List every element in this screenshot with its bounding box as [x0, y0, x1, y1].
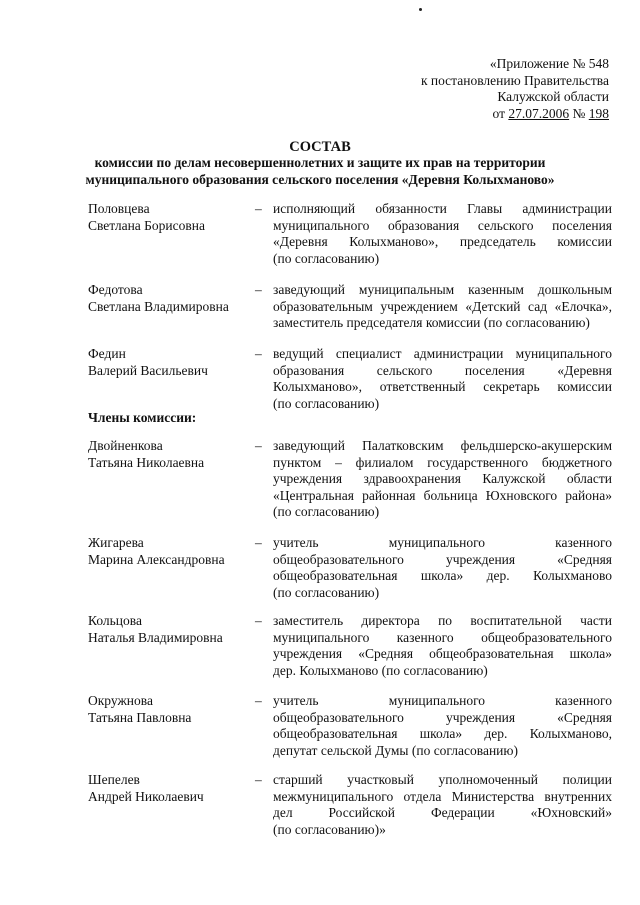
role-line: (по согласованию): [273, 395, 380, 411]
dash-separator: –: [255, 535, 262, 550]
member-role: [273, 282, 612, 332]
appendix-number: 198: [588, 105, 609, 121]
role-line: учреждения здравоохранения Калужской области: [273, 471, 612, 486]
member-role: [273, 693, 612, 759]
member-given-names: Татьяна Николаевна: [88, 454, 205, 470]
member-given-names: Наталья Владимировна: [88, 629, 223, 645]
members-heading: Члены комиссии:: [88, 410, 197, 425]
member-given-names: Татьяна Павловна: [88, 709, 192, 725]
member-role: [273, 613, 612, 679]
role-line: муниципального образования сельского поселения: [273, 217, 612, 233]
role-line: пунктом – филиалом государственного бюджетного: [273, 454, 612, 470]
role-line: заместитель директора по воспитательной части: [273, 613, 612, 628]
member-name: [88, 693, 248, 726]
role-line: межмуниципального отдела Министерства внутренних: [273, 788, 612, 804]
role-line: общеобразовательная школа» дер. Колыхманово,: [273, 726, 612, 741]
member-name: [88, 201, 248, 234]
role-line: образовательным учреждением «Детский сад «Елочка»,: [273, 298, 612, 314]
member-surname: Федин: [88, 346, 126, 361]
dash-separator: –: [255, 693, 262, 708]
member-name: [88, 613, 248, 646]
member-given-names: Марина Александровна: [88, 551, 225, 567]
member-role: [273, 772, 612, 838]
appendix-date: 27.07.2006: [508, 105, 570, 121]
member-role: [273, 201, 612, 267]
role-line: заведующий муниципальным казенным дошкольным: [273, 282, 612, 297]
subtitle-line-1: комиссии по делам несовершеннолетних и защите их прав на территории: [94, 155, 546, 170]
member-surname: Жигарева: [88, 535, 144, 550]
dash-separator: –: [255, 438, 262, 453]
member-name: [88, 535, 248, 568]
member-surname: Кольцова: [88, 613, 142, 628]
member-surname: Двойненкова: [88, 438, 163, 453]
appendix-header: [269, 56, 609, 122]
member-given-names: Светлана Борисовна: [88, 217, 205, 233]
document-subtitle: [0, 155, 640, 188]
member-surname: Федотова: [88, 282, 143, 297]
appendix-date-prefix: от: [492, 105, 509, 121]
member-surname: Шепелев: [88, 772, 140, 787]
role-line: исполняющий обязанности Главы администрации: [273, 201, 612, 216]
subtitle-line-2: муниципального образования сельского поселения «Деревня Колыхманово»: [85, 171, 555, 187]
member-name: [88, 772, 248, 805]
role-line: учитель муниципального казенного: [273, 693, 612, 708]
member-role: [273, 346, 612, 412]
dash-separator: –: [255, 346, 262, 361]
member-name: [88, 282, 248, 315]
role-line: заместитель председателя комиссии (по согласованию): [273, 315, 590, 330]
appendix-line-3: Калужской области: [497, 89, 609, 104]
role-line: учитель муниципального казенного: [273, 535, 612, 550]
role-line: (по согласованию): [273, 250, 380, 266]
appendix-line-1: «Приложение № 548: [489, 56, 609, 71]
member-name: [88, 438, 248, 471]
member-given-names: Андрей Николаевич: [88, 788, 204, 804]
member-surname: Окружнова: [88, 693, 153, 708]
member-role: [273, 438, 612, 521]
role-line: образования сельского поселения «Деревня: [273, 362, 612, 378]
role-line: учреждения «Средняя общеобразовательная школа»: [273, 646, 612, 661]
role-line: «Деревня Колыхманово», председатель комиссии: [273, 234, 612, 249]
role-line: заведующий Палатковским фельдшерско-акушерским: [273, 438, 612, 453]
role-line: (по согласованию): [273, 584, 380, 600]
member-given-names: Валерий Васильевич: [88, 362, 208, 378]
role-line: муниципального казенного общеобразовательного: [273, 629, 612, 645]
member-name: [88, 346, 248, 379]
role-line: (по согласованию): [273, 504, 380, 519]
member-role: [273, 535, 612, 601]
role-line: дер. Колыхманово (по согласованию): [273, 662, 488, 678]
member-given-names: Светлана Владимировна: [88, 298, 229, 314]
dash-separator: –: [255, 613, 262, 628]
role-line: «Центральная районная больница Юхновского района»: [273, 487, 612, 503]
role-line: дел Российской Федерации «Юхновский»: [273, 805, 612, 820]
role-line: ведущий специалист администрации муниципального: [273, 346, 612, 361]
appendix-number-sign: №: [569, 105, 589, 121]
document-title: СОСТАВ: [289, 139, 351, 155]
role-line: общеобразовательная школа» дер. Колыхманово: [273, 568, 612, 583]
dash-separator: –: [255, 201, 262, 216]
role-line: депутат сельской Думы (по согласованию): [273, 742, 518, 758]
dash-separator: –: [255, 772, 262, 787]
dash-separator: –: [255, 282, 262, 297]
appendix-line-4: [269, 106, 609, 123]
role-line: общеобразовательного учреждения «Средняя: [273, 551, 612, 567]
role-line: старший участковый уполномоченный полиции: [273, 772, 612, 787]
appendix-line-2: к постановлению Правительства: [420, 72, 609, 88]
role-line: Колыхманово», ответственный секретарь комиссии: [273, 379, 612, 394]
role-line: общеобразовательного учреждения «Средняя: [273, 709, 612, 725]
member-surname: Половцева: [88, 201, 150, 216]
role-line: (по согласованию)»: [273, 821, 386, 837]
scan-speck: [419, 8, 422, 11]
